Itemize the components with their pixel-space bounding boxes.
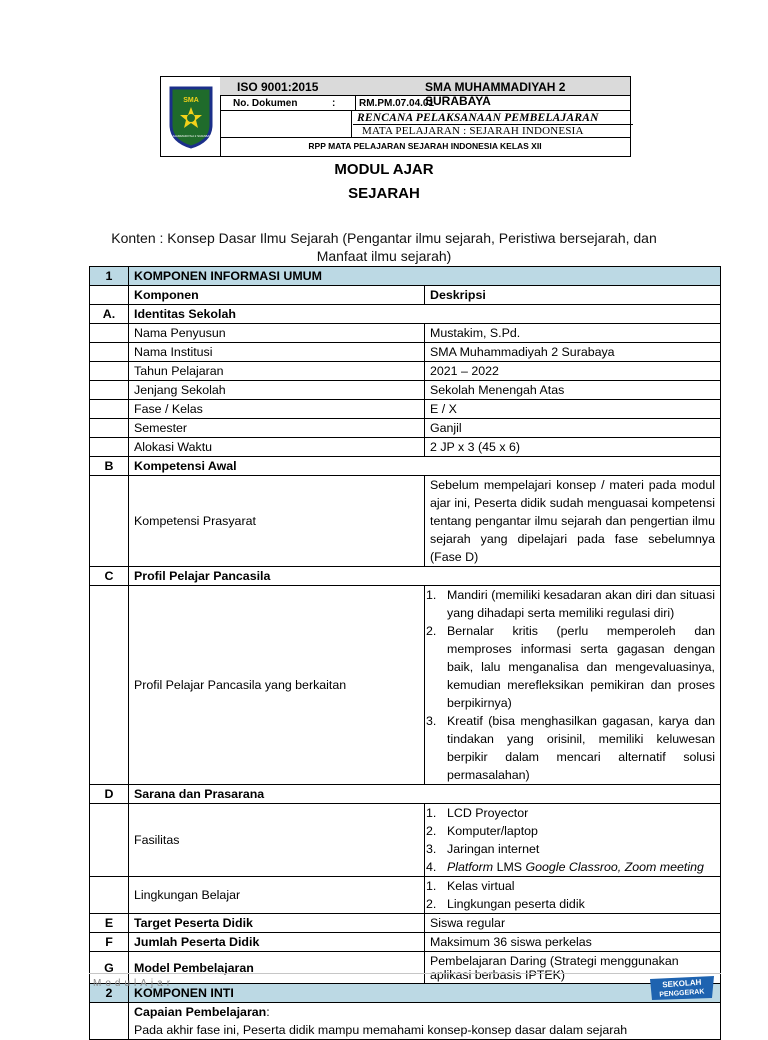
group-title: Profil Pelajar Pancasila [129,567,721,586]
badge-line-2: PENGGERAK [659,988,705,999]
row-value: Sekolah Menengah Atas [425,381,721,400]
list-item: 1. Kelas virtual [426,879,515,893]
row-value-list [425,586,721,785]
group-title: Identitas Sekolah [129,305,721,324]
table-row [90,877,721,914]
section-number: 1 [90,267,129,286]
row-value: Sebelum mempelajari konsep / materi pada modul ajar ini, Peserta didik sudah menguasai kompetensi tentang pengantar ilmu sejarah dan pengertian ilmu sejarah yang dipelajari pada fase sebelumnya (Fase D) [425,476,721,567]
table-row [90,362,721,381]
group-letter: A. [90,305,129,324]
list-item: 1. Mandiri (memiliki kesadaran akan diri dan situasi yang dihadapi serta memiliki regulasi diri) [426,588,715,620]
row-label: Jumlah Peserta Didik [129,933,425,952]
group-letter: F [90,933,129,952]
group-letter: D [90,785,129,804]
logo-text-top: SMA [182,96,199,104]
footer-text: ModulAjar [93,978,175,989]
row-value: 2021 – 2022 [425,362,721,381]
row-value: Siswa regular [425,914,721,933]
school-logo-icon [168,85,214,149]
row-value: 2 JP x 3 (45 x 6) [425,438,721,457]
row-label: Jenjang Sekolah [129,381,425,400]
list-item: 2. Lingkungan peserta didik [426,897,585,911]
group-title: Sarana dan Prasarana [129,785,721,804]
footer-divider [89,973,721,974]
document-number-colon: : [332,98,336,109]
section-title: KOMPONEN INFORMASI UMUM [129,267,721,286]
group-row-a [90,305,721,324]
rpp-class-label: RPP MATA PELAJARAN SEJARAH INDONESIA KELAS XII [308,141,542,151]
section-row-1 [90,267,721,286]
table-row [90,804,721,877]
module-table [89,266,721,1040]
row-label: Nama Institusi [129,343,425,362]
group-row-c [90,567,721,586]
row-label: Tahun Pelajaran [129,362,425,381]
row-value: Mustakim, S.Pd. [425,324,721,343]
table-row [90,419,721,438]
table-row [90,400,721,419]
list-item: 3. Kreatif (bisa menghasilkan gagasan, karya dan tindakan yang orisinil, memiliki keluwesan berpikir dalam mencari alternatif solusi permasalahan) [426,714,715,782]
content-description: Konten : Konsep Dasar Ilmu Sejarah (Pengantar ilmu sejarah, Peristiwa bersejarah, dan Manfaat ilmu sejarah) [111,230,657,264]
row-value-list [425,804,721,877]
table-row [90,324,721,343]
group-row-b [90,457,721,476]
capaian-text: Pada akhir fase ini, Peserta didik mampu memahami konsep-konsep dasar dalam sejarah [134,1023,628,1037]
title-line-2: SEJARAH [348,185,420,202]
iso-label: ISO 9001:2015 [237,80,319,94]
row-label: Lingkungan Belajar [129,877,425,914]
logo-text-bottom: MUHAMMADIYAH 2 SURABAYA [168,133,213,138]
row-label: Fasilitas [129,804,425,877]
row-label: Nama Penyusun [129,324,425,343]
row-label: Fase / Kelas [129,400,425,419]
column-header-deskripsi: Deskripsi [425,286,721,305]
school-logo [161,77,221,156]
column-header-row [90,286,721,305]
row-value: SMA Muhammadiyah 2 Surabaya [425,343,721,362]
table-row [90,586,721,785]
row-value: Pembelajaran Daring (Strategi menggunakan aplikasi berbasis IPTEK) [425,952,721,984]
group-letter: E [90,914,129,933]
section-row-2 [90,984,721,1003]
document-header [160,76,631,157]
header-row-document [220,96,630,111]
header-row-title [220,111,630,138]
row-label: Kompetensi Prasyarat [129,476,425,567]
school-name: SMA MUHAMMADIYAH 2 SURABAYA [425,80,566,108]
group-letter: C [90,567,129,586]
column-header-komponen: Komponen [129,286,425,305]
list-item: 2. Komputer/laptop [426,824,538,838]
table-row [90,476,721,567]
subject-label: MATA PELAJARAN : SEJARAH INDONESIA [362,125,584,137]
document-number-value: RM.PM.07.04.01 [355,96,434,110]
table-row [90,914,721,933]
list-item: 1. LCD Proyector [426,806,529,820]
title-line-1: MODUL AJAR [334,161,434,178]
document-number-label: No. Dokumen [233,98,298,109]
group-row-d [90,785,721,804]
row-label: Semester [129,419,425,438]
list-item: 4. Platform LMS Google Classroo, Zoom meeting [426,860,704,874]
row-value: Ganjil [425,419,721,438]
group-title: Kompetensi Awal [129,457,721,476]
table-row [90,438,721,457]
capaian-cell: Capaian Pembelajaran: Pada akhir fase ini, Peserta didik mampu memahami konsep-konsep dasar dalam sejarah [129,1003,721,1040]
row-label: Model Pembelajaran [129,952,425,984]
section-title: KOMPONEN INTI [129,984,721,1003]
section-number: 2 [90,984,129,1003]
group-letter: B [90,457,129,476]
row-label: Alokasi Waktu [129,438,425,457]
row-label: Target Peserta Didik [129,914,425,933]
capaian-label: Capaian Pembelajaran [134,1005,267,1019]
table-row [90,952,721,984]
header-row-class [220,138,630,156]
sekolah-penggerak-logo [648,975,716,1001]
row-value-list [425,877,721,914]
row-label: Profil Pelajar Pancasila yang berkaitan [129,586,425,785]
badge-line-1: SEKOLAH [661,977,702,990]
row-value: E / X [425,400,721,419]
list-item: 2. Bernalar kritis (perlu memperoleh dan memproses informasi serta gagasan dengan baik, lalu menganalisa dan mengevaluasinya, kemudian merefleksikan pemikiran dan proses berpikirnya) [426,624,715,710]
table-row [90,933,721,952]
list-item: 3. Jaringan internet [426,842,540,856]
table-row [90,343,721,362]
table-row [90,381,721,400]
group-letter: G [90,952,129,984]
table-row [90,1003,721,1040]
row-value: Maksimum 36 siswa perkelas [425,933,721,952]
rpp-title: RENCANA PELAKSANAAN PEMBELAJARAN [357,112,599,124]
